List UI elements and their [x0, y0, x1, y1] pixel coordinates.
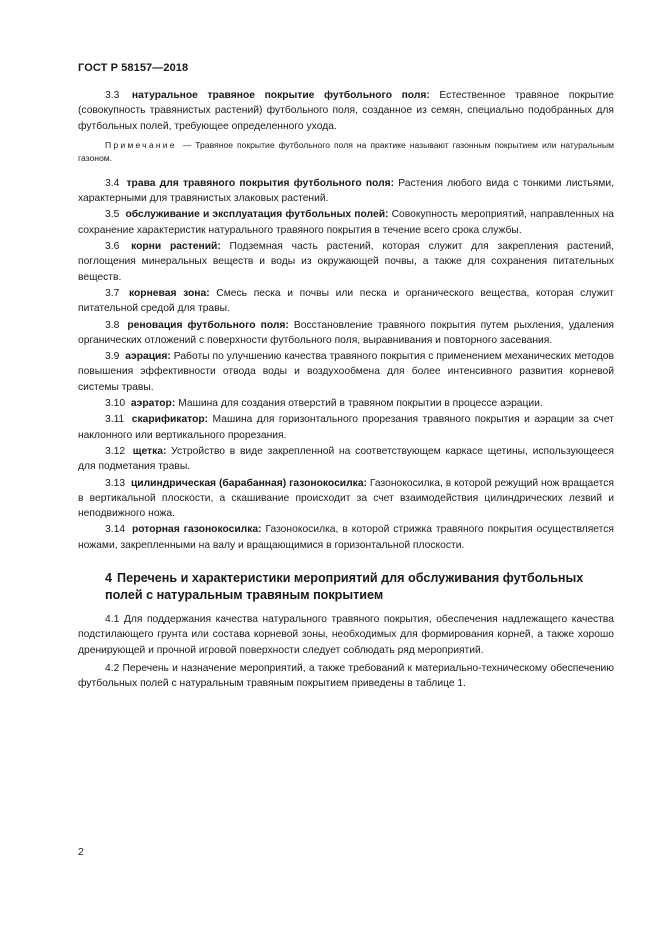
term-number: 3.7 [105, 287, 120, 299]
term-definition: Машина для создания отверстий в травяном покрытии в процессе аэрации. [178, 398, 543, 410]
document-body [78, 88, 614, 695]
term-number: 3.14 [105, 524, 126, 536]
paragraph-4-2: 4.2 Перечень и назначение мероприятий, а также требований к материально-техническому обеспечению футбольных полей с натуральным травяным покрытием приведены в таблице 1. [78, 662, 614, 690]
term-number: 3.13 [105, 477, 126, 489]
section-title-text: Перечень и характеристики мероприятий для обслуживания футбольных полей с натуральным травяным покрытием [105, 571, 584, 602]
term-definition: Устройство в виде закрепленной на соответствующем каркасе щетины, использующееся для подметания травы. [78, 445, 614, 473]
term-name: аэрация: [125, 351, 171, 363]
term-definition: Смесь песка и почвы или песка и органического вещества, которая служит питательной средой для травы. [78, 287, 614, 315]
term-number: 3.4 [105, 177, 120, 189]
term-name: цилиндрическая (барабанная) газонокосилка: [130, 477, 367, 489]
term-name: корневая зона: [128, 287, 210, 299]
term-number: 3.5 [105, 209, 120, 221]
term-3-13 [78, 476, 614, 522]
document-header: ГОСТ Р 58157—2018 [78, 62, 189, 74]
term-3-14 [78, 522, 614, 553]
term-definition: Газонокосилка, в которой режущий нож вращается в вертикальной плоскости, а скашивание происходит за счет взаимодействия цилиндрических лезвий и неподвижного ножа. [78, 477, 614, 520]
term-number: 3.6 [105, 241, 120, 253]
term-number: 3.12 [105, 445, 126, 457]
term-3-10 [78, 396, 614, 411]
term-3-11 [78, 412, 614, 443]
term-name: реновация футбольного поля: [127, 319, 289, 331]
term-3-3 [78, 88, 614, 134]
term-3-9 [78, 349, 614, 395]
term-3-12 [78, 444, 614, 475]
term-3-4 [78, 176, 614, 207]
term-definition: Газонокосилка, в которой стрижка травяного покрытия осуществляется ножами, закрепленными на валу и вращающимися в горизонтальной плоскости. [78, 524, 614, 551]
section-4-heading [78, 570, 614, 603]
term-definition: Работы по улучшению качества травяного покрытия с применением механических методов повышения эффективности отвода воды и воздухообмена для более интенсивного развития корневой системы травы. [78, 351, 614, 393]
page-number: 2 [78, 846, 84, 858]
term-number: 3.10 [105, 398, 126, 410]
term-definition: Восстановление травяного покрытия путем рыхления, удаления органических отложений с поверхности футбольного поля, выравнивания и повторного засевания. [78, 319, 614, 346]
note-text: — Травяное покрытие футбольного поля на практике называют газонным покрытием или натуральным газоном. [78, 139, 614, 163]
term-3-8 [78, 318, 614, 349]
term-name: обслуживание и эксплуатация футбольных полей: [125, 209, 389, 221]
section-number: 4 [105, 571, 113, 586]
term-definition: Растения любого вида с тонкими листьями, характерными для травянистых злаковых растений. [78, 177, 614, 205]
term-name: корни растений: [131, 241, 221, 253]
term-name: трава для травяного покрытия футбольного поля: [126, 177, 395, 189]
term-definition: Совокупность мероприятий, направленных на сохранение характеристик натурального травяного покрытия в течение всего срока службы. [78, 209, 614, 236]
term-definition: Естественное травяное покрытие (совокупность травянистых растений) футбольного поля, созданное из семян, специально подобранных для футбольных полей, требующее определенного ухода. [78, 90, 614, 132]
note [78, 139, 614, 165]
term-3-6 [78, 239, 614, 285]
note-label: Примечание [105, 139, 177, 150]
term-number: 3.11 [105, 414, 125, 426]
paragraph-4-1: 4.1 Для поддержания качества натурального травяного покрытия, обеспечения надлежащего качества подстилающего грунта или состава корневой зоны, необходимых для формирования корней, а также хорошо дренирующей и прочной игровой поверхности следует соблюдать ряд мероприятий. [78, 614, 614, 656]
term-name: аэратор: [130, 398, 176, 410]
term-number: 3.3 [105, 90, 120, 101]
term-name: скарификатор: [131, 414, 209, 426]
term-3-5 [78, 207, 614, 238]
term-3-7 [78, 286, 614, 317]
term-name: щетка: [132, 445, 167, 457]
term-name: натуральное травяное покрытие футбольного поля: [131, 90, 430, 101]
term-definition: Машина для горизонтального прорезания травяного покрытия и аэрации за счет наклонного или вертикального прорезания. [78, 414, 614, 441]
term-number: 3.8 [105, 319, 120, 331]
term-definition: Подземная часть растений, которая служит для закрепления растений, поглощения минеральных веществ и воды из окружающей почвы, а также для сохранения питательных веществ. [78, 241, 614, 283]
term-name: роторная газонокосилка: [131, 524, 262, 536]
term-number: 3.9 [105, 351, 120, 363]
